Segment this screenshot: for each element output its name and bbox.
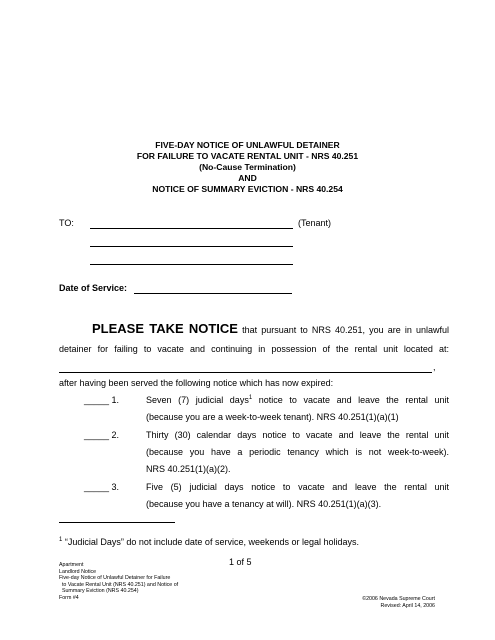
option-2-line-3: NRS 40.251(1)(a)(2). bbox=[146, 464, 231, 474]
tenant-name-line-1[interactable] bbox=[90, 228, 293, 229]
option-1-text-b: notice to vacate and leave the rental unit bbox=[258, 395, 450, 405]
page-number: 1 of 5 bbox=[229, 557, 252, 567]
date-of-service-line[interactable] bbox=[134, 293, 292, 294]
option-1-text-a: Seven (7) judicial days bbox=[146, 395, 249, 405]
footer-left-line: to Vacate Rental Unit (NRS 40.251) and Notice of bbox=[59, 581, 179, 588]
title-line-3: (No-Cause Termination) bbox=[199, 162, 296, 172]
title-line-1: FIVE-DAY NOTICE OF UNLAWFUL DETAINER bbox=[155, 140, 340, 150]
footer-left-line: Five-day Notice of Unlawful Detainer for Failure bbox=[59, 575, 171, 582]
tenant-name-line-2[interactable] bbox=[90, 246, 293, 247]
option-2-line-1: Thirty (30) calendar days notice to vacate and leave the rental unit bbox=[146, 430, 449, 440]
copyright-line: ©2006 Nevada Supreme Court bbox=[362, 596, 435, 602]
title-line-4: AND bbox=[238, 173, 257, 183]
date-of-service-label: Date of Service: bbox=[59, 283, 128, 293]
footnote-divider bbox=[59, 522, 175, 523]
notice-heading: PLEASE TAKE NOTICE bbox=[92, 321, 238, 336]
revised-date-line: Revised: April 14, 2006 bbox=[380, 602, 435, 609]
footer-left-line: Form #4 bbox=[59, 594, 79, 601]
notice-line-4: after having been served the following notice which has now expired: bbox=[59, 378, 334, 388]
title-line-2: FOR FAILURE TO VACATE RENTAL UNIT - NRS 40.251 bbox=[136, 151, 359, 161]
notice-line-2: detainer for failing to vacate and continuing in possession of the rental unit located at: bbox=[59, 344, 449, 354]
footnote-marker: 1 bbox=[59, 537, 63, 543]
notice-first-line bbox=[92, 321, 449, 336]
option-1-blank[interactable]: _____ bbox=[84, 395, 110, 405]
option-2-line-2: (because you have a periodic tenancy which is not week-to-week). bbox=[146, 447, 449, 457]
footer-left-line: Apartment bbox=[59, 562, 84, 568]
title-line-5: NOTICE OF SUMMARY EVICTION - NRS 40.254 bbox=[152, 184, 343, 194]
option-3-checkline[interactable] bbox=[84, 482, 119, 492]
option-1-line-2: (because you are a week-to-week tenant). NRS 40.251(1)(a)(1) bbox=[146, 412, 399, 422]
footer-left-line: Summary Eviction (NRS 40.254) bbox=[59, 588, 139, 595]
footer-left bbox=[59, 562, 178, 602]
option-3-line-1: Five (5) judicial days notice to vacate and leave the rental unit bbox=[146, 482, 449, 492]
address-line-comma: , bbox=[433, 362, 436, 372]
option-1-checkline[interactable] bbox=[84, 395, 119, 405]
option-2-checkline[interactable] bbox=[84, 430, 119, 440]
footer-right bbox=[362, 596, 435, 609]
to-label: TO: bbox=[59, 218, 74, 228]
option-3-number: 3. bbox=[111, 482, 120, 492]
option-2-number: 2. bbox=[111, 430, 120, 440]
footnote bbox=[59, 537, 359, 547]
notice-line-1-rest: that pursuant to NRS 40.251, you are in unlawful bbox=[242, 325, 449, 335]
option-1-number: 1. bbox=[111, 395, 120, 405]
option-2-blank[interactable]: _____ bbox=[84, 430, 110, 440]
document-title bbox=[0, 140, 495, 195]
option-1-line-1 bbox=[146, 395, 449, 405]
rental-unit-address-line[interactable] bbox=[59, 372, 432, 373]
footnote-ref-1: 1 bbox=[248, 395, 253, 401]
option-3-line-2: (because you have a tenancy at will). NRS 40.251(1)(a)(3). bbox=[146, 499, 382, 509]
tenant-suffix: (Tenant) bbox=[298, 218, 332, 228]
footnote-text: “Judicial Days” do not include date of service, weekends or legal holidays. bbox=[64, 537, 360, 547]
footer-left-line: Landlord Notice bbox=[59, 568, 97, 575]
tenant-name-line-3[interactable] bbox=[90, 264, 293, 265]
option-3-blank[interactable]: _____ bbox=[84, 482, 110, 492]
